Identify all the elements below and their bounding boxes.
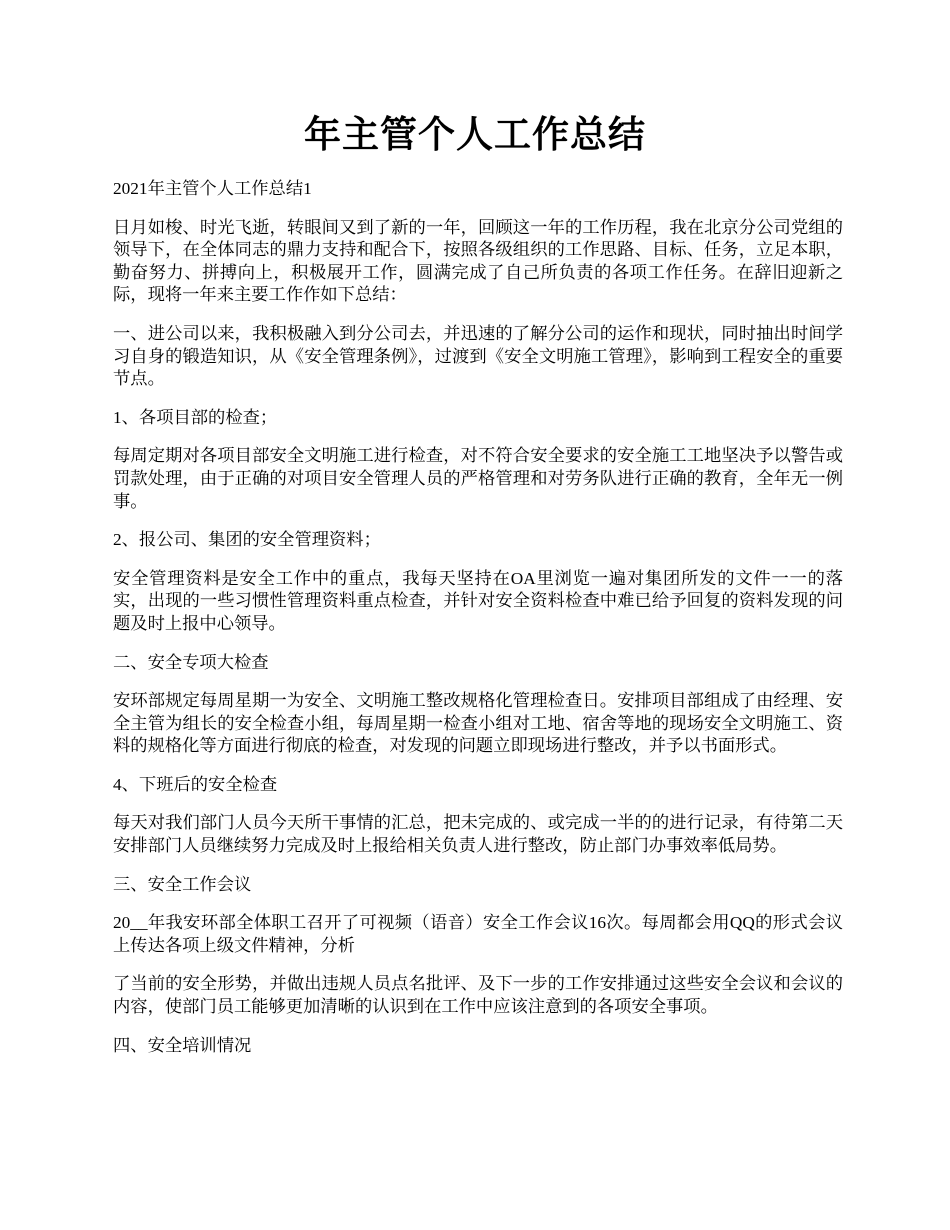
section-two-paragraph: 安环部规定每周星期一为安全、文明施工整改规格化管理检查日。安排项目部组成了由经理、安全主管为组长的安全检查小组，每周星期一检查小组对工地、宿舍等地的现场安全文明施工、资料的规格化等方面进行彻底的检查，对发现的问题立即现场进行整改，并予以书面形式。 [113,691,843,756]
section-three-heading: 三、安全工作会议 [113,874,252,894]
section-two-heading: 二、安全专项大检查 [113,652,269,672]
item-four-heading: 4、下班后的安全检查 [113,774,278,794]
document-body [113,178,843,1073]
item-one-heading: 1、各项目部的检查； [113,407,278,427]
subtitle-paragraph: 2021年主管个人工作总结1 [113,179,312,198]
item-two-heading: 2、报公司、集团的安全管理资料； [113,530,381,550]
intro-paragraph: 日月如梭、时光飞逝，转眼间又到了新的一年，回顾这一年的工作历程，我在北京分公司党组的领导下，在全体同志的鼎力支持和配合下，按照各级组织的工作思路、目标、任务，立足本职，勤奋努力、拼搏向上，积极展开工作，圆满完成了自己所负责的各项工作任务。在辞旧迎新之际，现将一年来主要工作作如下总结： [113,217,843,305]
item-one-paragraph: 每周定期对各项目部安全文明施工进行检查，对不符合安全要求的安全施工工地坚决予以警告或罚款处理，由于正确的对项目安全管理人员的严格管理和对劳务队进行正确的教育，全年无一例事。 [113,446,843,511]
section-one-paragraph: 一、进公司以来，我积极融入到分公司去，并迅速的了解分公司的运作和现状，同时抽出时间学习自身的锻造知识，从《安全管理条例》，过渡到《安全文明施工管理》，影响到工程安全的重要节点。 [113,323,843,389]
item-four-paragraph: 每天对我们部门人员今天所干事情的汇总，把未完成的、或完成一半的的进行记录，有待第二天安排部门人员继续努力完成及时上报给相关负责人进行整改，防止部门办事效率低局势。 [113,813,843,856]
item-two-paragraph: 安全管理资料是安全工作中的重点，我每天坚持在OA里浏览一遍对集团所发的文件一一的落实，出现的一些习惯性管理资料重点检查，并针对安全资料检查中难已给予回复的资料发现的问题及时上报中心领导。 [113,568,843,633]
document-title: 年主管个人工作总结 [304,115,646,156]
section-three-paragraph-b: 了当前的安全形势，并做出违规人员点名批评、及下一步的工作安排通过这些安全会议和会议的内容，使部门员工能够更加清晰的认识到在工作中应该注意到的各项安全事项。 [113,974,843,1017]
section-four-heading: 四、安全培训情况 [113,1035,252,1055]
section-three-paragraph-a: 20__年我安环部全体职工召开了可视频（语音）安全工作会议16次。每周都会用QQ的形式会议上传达各项上级文件精神，分析 [113,913,843,955]
